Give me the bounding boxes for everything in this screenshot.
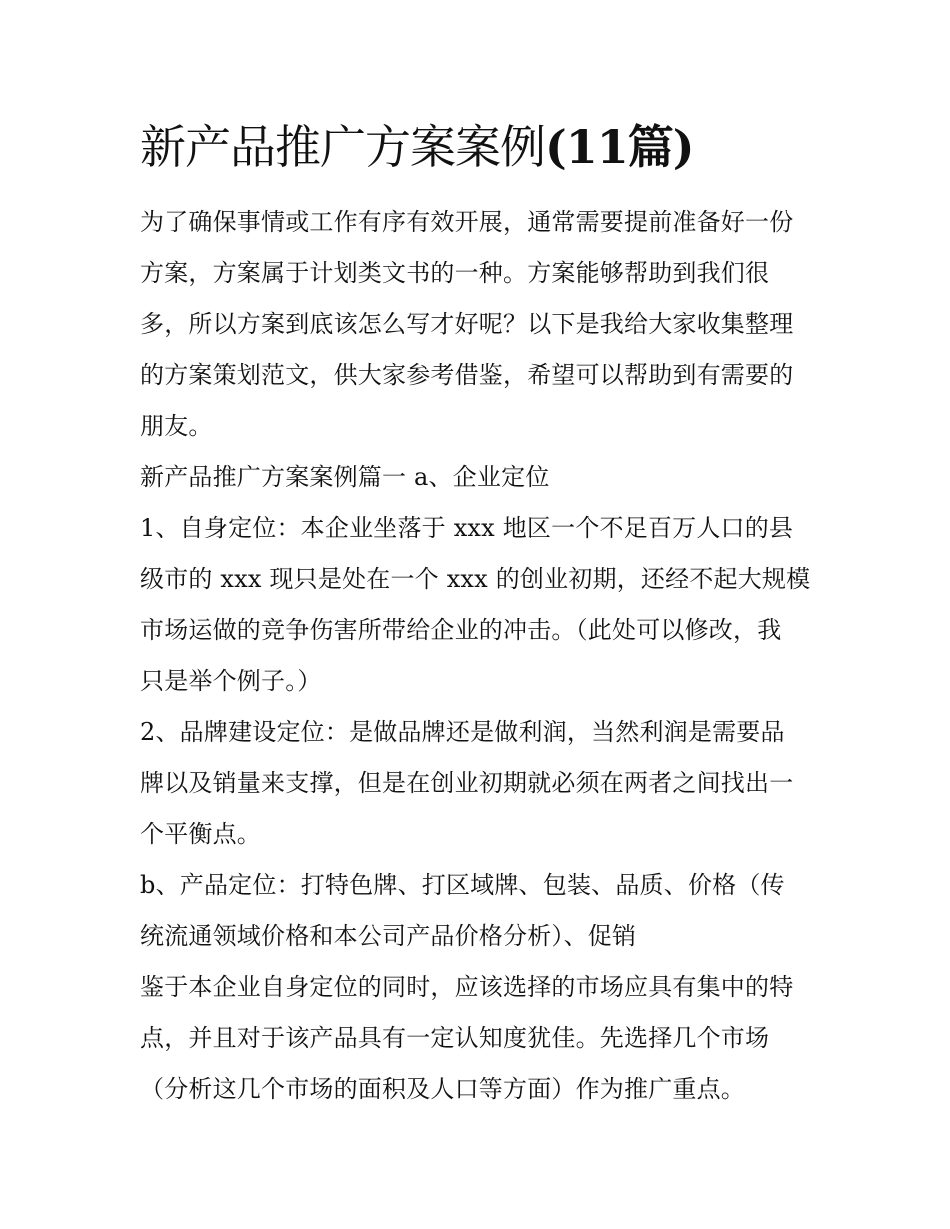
document-body (140, 197, 812, 1115)
body-line: 方案，方案属于计划类文书的一种。方案能够帮助到我们很 (140, 259, 770, 287)
body-line: 点，并且对于该产品具有一定认知度犹佳。先选择几个市场 (140, 1024, 770, 1052)
body-line: 1、自身定位：本企业坐落于 xxx 地区一个不足百万人口的县 (140, 514, 794, 542)
page-title-count: (11篇) (545, 120, 694, 174)
section-heading: 新产品推广方案案例篇一 a、企业定位 (140, 463, 550, 491)
body-line: 为了确保事情或工作有序有效开展，通常需要提前准备好一份 (140, 208, 794, 236)
page-title-main: 新产品推广方案案例 (140, 120, 545, 174)
body-line: 鉴于本企业自身定位的同时，应该选择的市场应具有集中的特 (140, 973, 794, 1001)
body-line: 牌以及销量来支撑，但是在创业初期就必须在两者之间找出一 (140, 769, 794, 797)
body-line: （分析这几个市场的面积及人口等方面）作为推广重点。 (140, 1075, 745, 1103)
body-line: 个平衡点。 (140, 820, 261, 848)
body-line: 朋友。 (140, 412, 213, 440)
body-line: 级市的 xxx 现只是处在一个 xxx 的创业初期，还经不起大规模 (140, 565, 811, 593)
body-line: 多，所以方案到底该怎么写才好呢？以下是我给大家收集整理 (140, 310, 794, 338)
body-line: 只是举个例子。） (140, 667, 322, 695)
body-line: 的方案策划范文，供大家参考借鉴，希望可以帮助到有需要的 (140, 361, 794, 389)
body-line: 2、品牌建设定位：是做品牌还是做利润，当然利润是需要品 (140, 718, 785, 746)
body-line: 市场运做的竞争伤害所带给企业的冲击。（此处可以修改，我 (140, 616, 782, 644)
page-title (140, 112, 820, 182)
body-line: 统流通领域价格和本公司产品价格分析）、促销 (140, 922, 637, 950)
body-line: b、产品定位：打特色牌、打区域牌、包装、品质、价格（传 (140, 871, 785, 899)
